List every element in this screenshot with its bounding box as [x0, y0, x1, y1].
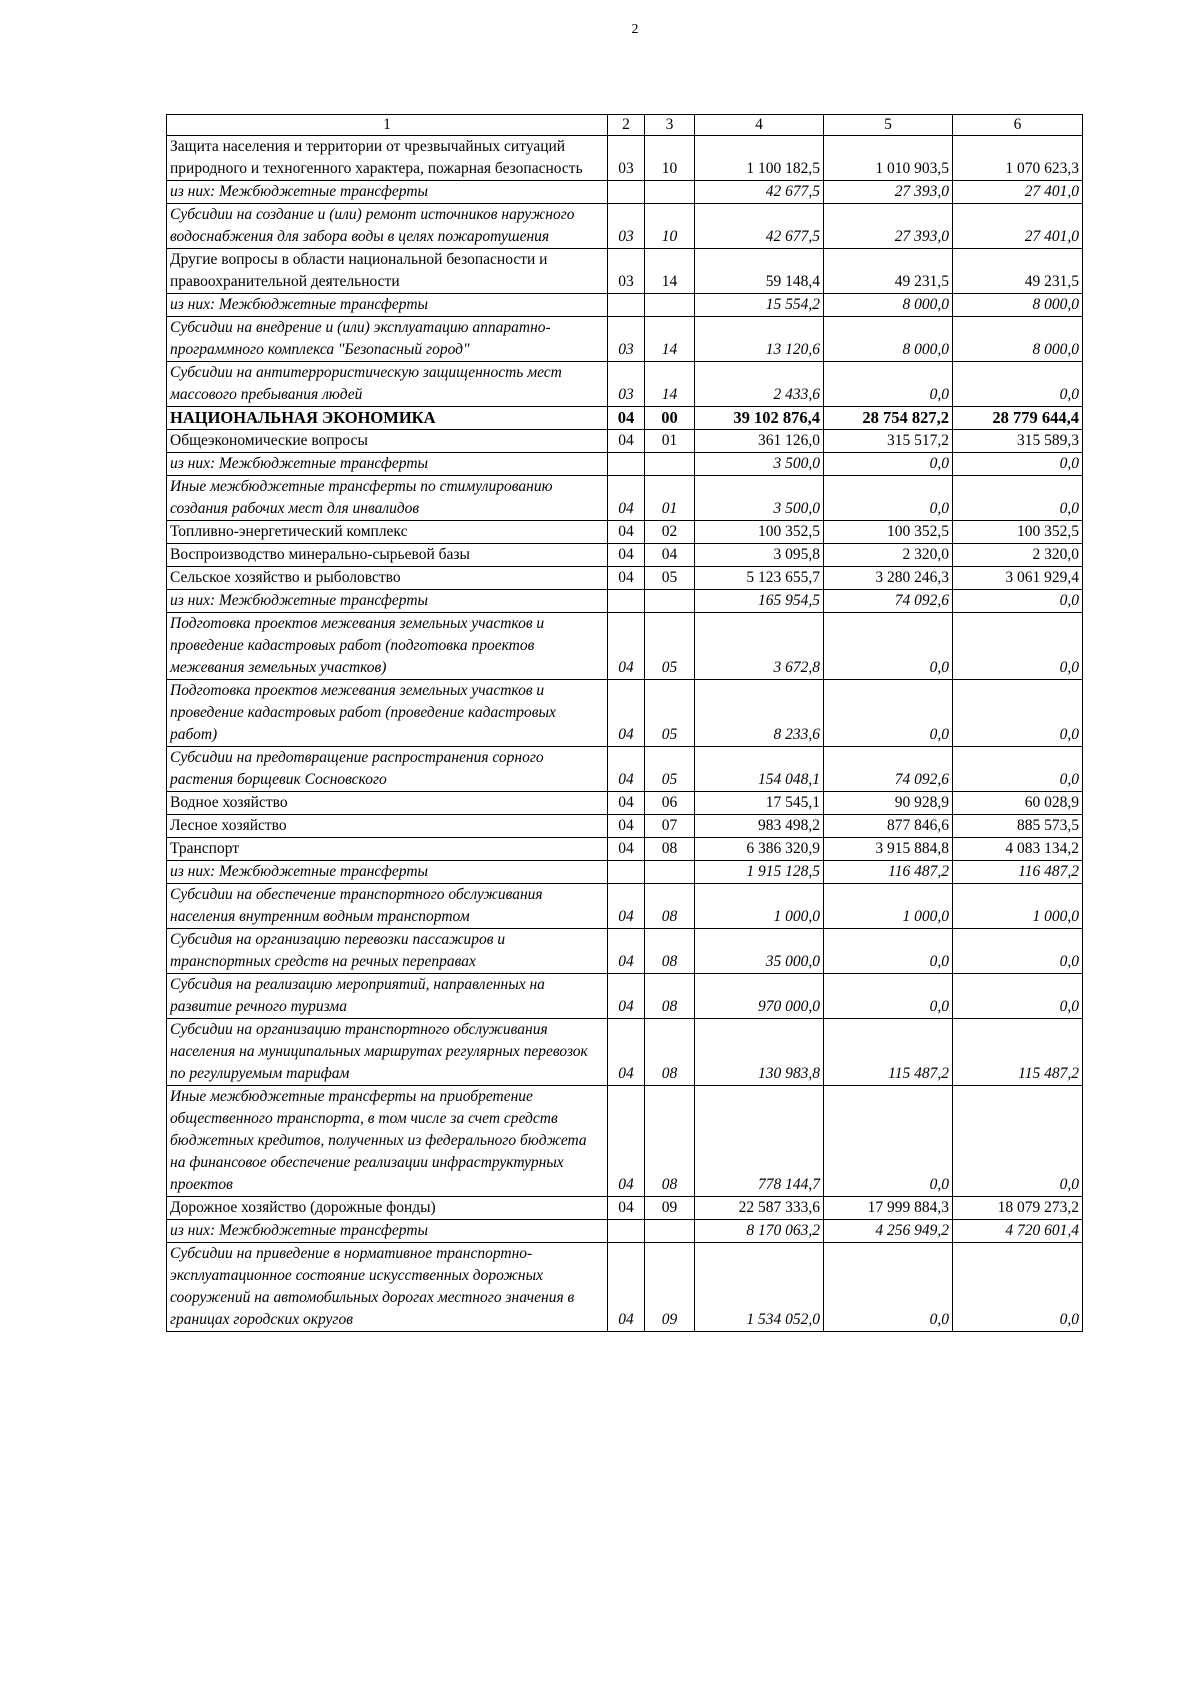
row-value-col4: 100 352,5 [695, 521, 824, 544]
row-section: 04 [608, 838, 645, 861]
row-section [608, 181, 645, 204]
row-value-col4: 970 000,0 [695, 974, 824, 1019]
header-col-4: 4 [695, 115, 824, 136]
row-subsection [645, 590, 695, 613]
row-value-col6: 8 000,0 [953, 294, 1083, 317]
row-name: Водное хозяйство [167, 792, 608, 815]
row-value-col5: 4 256 949,2 [824, 1220, 953, 1243]
row-value-col6: 116 487,2 [953, 861, 1083, 884]
table-row [167, 1086, 1083, 1197]
row-value-col6: 0,0 [953, 476, 1083, 521]
row-value-col4: 983 498,2 [695, 815, 824, 838]
table-row [167, 476, 1083, 521]
row-subsection: 14 [645, 317, 695, 362]
row-value-col4: 13 120,6 [695, 317, 824, 362]
row-section: 04 [608, 521, 645, 544]
row-subsection: 14 [645, 362, 695, 407]
table-row [167, 430, 1083, 453]
row-subsection: 06 [645, 792, 695, 815]
row-name: Подготовка проектов межевания земельных участков и проведение кадастровых работ (подготовка проектов межевания земельных участков) [167, 613, 608, 680]
row-name: Субсидия на организацию перевозки пассажиров и транспортных средств на речных переправах [167, 929, 608, 974]
row-section: 03 [608, 249, 645, 294]
row-section: 04 [608, 567, 645, 590]
row-value-col5: 0,0 [824, 453, 953, 476]
row-value-col4: 5 123 655,7 [695, 567, 824, 590]
row-value-col4: 1 534 052,0 [695, 1243, 824, 1332]
row-section [608, 1220, 645, 1243]
row-name: Воспроизводство минерально-сырьевой базы [167, 544, 608, 567]
row-value-col6: 0,0 [953, 929, 1083, 974]
row-value-col6: 0,0 [953, 747, 1083, 792]
row-value-col4: 154 048,1 [695, 747, 824, 792]
row-name: Субсидии на приведение в нормативное транспортно-эксплуатационное состояние искусственных дорожных сооружений на автомобильных дорогах местного значения в границах городских округов [167, 1243, 608, 1332]
row-value-col4: 42 677,5 [695, 204, 824, 249]
row-value-col4: 8 170 063,2 [695, 1220, 824, 1243]
row-section: 04 [608, 407, 645, 430]
row-section: 04 [608, 430, 645, 453]
row-value-col4: 1 100 182,5 [695, 136, 824, 181]
row-subsection: 07 [645, 815, 695, 838]
row-section: 04 [608, 1086, 645, 1197]
row-section [608, 294, 645, 317]
row-value-col6: 1 070 623,3 [953, 136, 1083, 181]
row-value-col4: 165 954,5 [695, 590, 824, 613]
row-value-col4: 6 386 320,9 [695, 838, 824, 861]
row-value-col5: 49 231,5 [824, 249, 953, 294]
row-name: НАЦИОНАЛЬНАЯ ЭКОНОМИКА [167, 407, 608, 430]
table-row [167, 453, 1083, 476]
row-value-col6: 1 000,0 [953, 884, 1083, 929]
table-row [167, 249, 1083, 294]
row-value-col5: 0,0 [824, 974, 953, 1019]
row-value-col6: 60 028,9 [953, 792, 1083, 815]
table-row [167, 294, 1083, 317]
row-section: 04 [608, 747, 645, 792]
row-subsection: 05 [645, 613, 695, 680]
row-value-col6: 2 320,0 [953, 544, 1083, 567]
row-value-col6: 315 589,3 [953, 430, 1083, 453]
table-row [167, 567, 1083, 590]
row-value-col5: 3 915 884,8 [824, 838, 953, 861]
row-value-col5: 17 999 884,3 [824, 1197, 953, 1220]
row-value-col5: 0,0 [824, 680, 953, 747]
table-row [167, 317, 1083, 362]
row-value-col5: 27 393,0 [824, 204, 953, 249]
row-subsection: 10 [645, 136, 695, 181]
row-section: 04 [608, 815, 645, 838]
row-value-col5: 2 320,0 [824, 544, 953, 567]
row-value-col6: 27 401,0 [953, 204, 1083, 249]
row-value-col5: 0,0 [824, 613, 953, 680]
header-col-1: 1 [167, 115, 608, 136]
row-subsection: 09 [645, 1243, 695, 1332]
row-value-col6: 4 720 601,4 [953, 1220, 1083, 1243]
row-subsection: 09 [645, 1197, 695, 1220]
table-row [167, 136, 1083, 181]
row-value-col4: 15 554,2 [695, 294, 824, 317]
table-row [167, 521, 1083, 544]
header-col-3: 3 [645, 115, 695, 136]
row-name: Защита населения и территории от чрезвычайных ситуаций природного и техногенного характера, пожарная безопасность [167, 136, 608, 181]
row-section: 03 [608, 317, 645, 362]
table-row [167, 974, 1083, 1019]
row-value-col4: 22 587 333,6 [695, 1197, 824, 1220]
row-value-col5: 0,0 [824, 362, 953, 407]
row-section: 04 [608, 974, 645, 1019]
row-section: 03 [608, 362, 645, 407]
row-value-col5: 1 000,0 [824, 884, 953, 929]
table-header-row [167, 115, 1083, 136]
row-subsection: 08 [645, 1086, 695, 1197]
row-section: 03 [608, 204, 645, 249]
table-row [167, 1220, 1083, 1243]
header-col-5: 5 [824, 115, 953, 136]
row-name: Топливно-энергетический комплекс [167, 521, 608, 544]
row-subsection: 08 [645, 884, 695, 929]
row-subsection: 08 [645, 1019, 695, 1086]
row-name: Дорожное хозяйство (дорожные фонды) [167, 1197, 608, 1220]
table-row [167, 362, 1083, 407]
table-row [167, 407, 1083, 430]
table-row [167, 181, 1083, 204]
row-value-col5: 116 487,2 [824, 861, 953, 884]
row-value-col4: 42 677,5 [695, 181, 824, 204]
row-name: из них: Межбюджетные трансферты [167, 453, 608, 476]
row-name: Лесное хозяйство [167, 815, 608, 838]
row-subsection: 05 [645, 680, 695, 747]
table-row [167, 1019, 1083, 1086]
row-value-col5: 90 928,9 [824, 792, 953, 815]
row-subsection [645, 181, 695, 204]
row-value-col6: 0,0 [953, 453, 1083, 476]
row-name: Субсидии на предотвращение распространения сорного растения борщевик Сосновского [167, 747, 608, 792]
row-value-col6: 100 352,5 [953, 521, 1083, 544]
row-name: Сельское хозяйство и рыболовство [167, 567, 608, 590]
row-subsection [645, 453, 695, 476]
row-value-col4: 35 000,0 [695, 929, 824, 974]
header-col-2: 2 [608, 115, 645, 136]
row-subsection [645, 1220, 695, 1243]
row-value-col5: 0,0 [824, 929, 953, 974]
table-row [167, 544, 1083, 567]
table-row [167, 590, 1083, 613]
row-value-col6: 3 061 929,4 [953, 567, 1083, 590]
row-value-col5: 0,0 [824, 1243, 953, 1332]
row-value-col5: 1 010 903,5 [824, 136, 953, 181]
row-section: 04 [608, 792, 645, 815]
row-name: Субсидии на создание и (или) ремонт источников наружного водоснабжения для забора воды в целях пожаротушения [167, 204, 608, 249]
row-value-col6: 115 487,2 [953, 1019, 1083, 1086]
row-name: Субсидии на внедрение и (или) эксплуатацию аппаратно-программного комплекса "Безопасный город" [167, 317, 608, 362]
row-section: 04 [608, 1019, 645, 1086]
row-subsection: 02 [645, 521, 695, 544]
row-value-col5: 74 092,6 [824, 747, 953, 792]
row-subsection: 01 [645, 476, 695, 521]
row-value-col6: 0,0 [953, 1243, 1083, 1332]
row-subsection: 04 [645, 544, 695, 567]
row-value-col6: 0,0 [953, 590, 1083, 613]
row-value-col4: 1 915 128,5 [695, 861, 824, 884]
row-value-col6: 0,0 [953, 680, 1083, 747]
row-value-col6: 885 573,5 [953, 815, 1083, 838]
row-value-col5: 315 517,2 [824, 430, 953, 453]
row-section: 04 [608, 476, 645, 521]
row-name: из них: Межбюджетные трансферты [167, 1220, 608, 1243]
row-name: Иные межбюджетные трансферты на приобретение общественного транспорта, в том числе за счет средств бюджетных кредитов, полученных из федерального бюджета на финансовое обеспечение реализации инфраструктурных проектов [167, 1086, 608, 1197]
table-row [167, 815, 1083, 838]
row-value-col4: 3 500,0 [695, 453, 824, 476]
row-value-col5: 0,0 [824, 476, 953, 521]
row-subsection: 14 [645, 249, 695, 294]
row-name: Подготовка проектов межевания земельных участков и проведение кадастровых работ (проведение кадастровых работ) [167, 680, 608, 747]
row-subsection: 05 [645, 747, 695, 792]
row-value-col5: 74 092,6 [824, 590, 953, 613]
row-name: Субсидия на реализацию мероприятий, направленных на развитие речного туризма [167, 974, 608, 1019]
row-section: 04 [608, 929, 645, 974]
row-value-col4: 39 102 876,4 [695, 407, 824, 430]
row-value-col4: 1 000,0 [695, 884, 824, 929]
table-row [167, 1243, 1083, 1332]
row-section: 04 [608, 884, 645, 929]
table-row [167, 613, 1083, 680]
row-value-col5: 27 393,0 [824, 181, 953, 204]
row-section: 03 [608, 136, 645, 181]
row-subsection: 08 [645, 929, 695, 974]
row-subsection: 01 [645, 430, 695, 453]
row-section: 04 [608, 544, 645, 567]
row-value-col6: 18 079 273,2 [953, 1197, 1083, 1220]
row-value-col6: 0,0 [953, 613, 1083, 680]
row-name: из них: Межбюджетные трансферты [167, 294, 608, 317]
row-section: 04 [608, 1197, 645, 1220]
row-name: Субсидии на организацию транспортного обслуживания населения на муниципальных маршрутах регулярных перевозок по регулируемым тарифам [167, 1019, 608, 1086]
table-row [167, 861, 1083, 884]
row-value-col6: 49 231,5 [953, 249, 1083, 294]
row-value-col5: 0,0 [824, 1086, 953, 1197]
row-name: Субсидии на обеспечение транспортного обслуживания населения внутренним водным транспортом [167, 884, 608, 929]
row-value-col4: 8 233,6 [695, 680, 824, 747]
row-subsection: 05 [645, 567, 695, 590]
row-value-col5: 28 754 827,2 [824, 407, 953, 430]
row-value-col6: 0,0 [953, 974, 1083, 1019]
row-value-col4: 3 672,8 [695, 613, 824, 680]
row-value-col5: 115 487,2 [824, 1019, 953, 1086]
row-value-col5: 877 846,6 [824, 815, 953, 838]
row-subsection: 00 [645, 407, 695, 430]
row-name: Иные межбюджетные трансферты по стимулированию создания рабочих мест для инвалидов [167, 476, 608, 521]
row-subsection: 08 [645, 974, 695, 1019]
header-col-6: 6 [953, 115, 1083, 136]
row-value-col4: 17 545,1 [695, 792, 824, 815]
row-value-col4: 2 433,6 [695, 362, 824, 407]
row-subsection: 10 [645, 204, 695, 249]
row-value-col5: 100 352,5 [824, 521, 953, 544]
row-name: из них: Межбюджетные трансферты [167, 590, 608, 613]
row-name: Субсидии на антитеррористическую защищенность мест массового пребывания людей [167, 362, 608, 407]
row-name: Другие вопросы в области национальной безопасности и правоохранительной деятельности [167, 249, 608, 294]
row-section [608, 861, 645, 884]
budget-table [166, 114, 1083, 1332]
table-row [167, 680, 1083, 747]
row-value-col6: 0,0 [953, 362, 1083, 407]
table-row [167, 884, 1083, 929]
row-value-col5: 8 000,0 [824, 294, 953, 317]
row-name: Общеэкономические вопросы [167, 430, 608, 453]
table-row [167, 838, 1083, 861]
row-value-col4: 778 144,7 [695, 1086, 824, 1197]
row-section: 04 [608, 1243, 645, 1332]
row-value-col5: 8 000,0 [824, 317, 953, 362]
row-value-col6: 4 083 134,2 [953, 838, 1083, 861]
row-value-col6: 27 401,0 [953, 181, 1083, 204]
row-section: 04 [608, 680, 645, 747]
table-row [167, 929, 1083, 974]
budget-table-body [167, 115, 1083, 1332]
row-section [608, 590, 645, 613]
row-value-col6: 28 779 644,4 [953, 407, 1083, 430]
row-subsection [645, 861, 695, 884]
row-name: из них: Межбюджетные трансферты [167, 861, 608, 884]
row-value-col4: 130 983,8 [695, 1019, 824, 1086]
table-row [167, 747, 1083, 792]
table-row [167, 1197, 1083, 1220]
row-value-col4: 3 500,0 [695, 476, 824, 521]
row-value-col4: 361 126,0 [695, 430, 824, 453]
page-number: 2 [631, 22, 639, 37]
table-row [167, 204, 1083, 249]
table-row [167, 792, 1083, 815]
row-value-col6: 8 000,0 [953, 317, 1083, 362]
row-subsection [645, 294, 695, 317]
row-name: Транспорт [167, 838, 608, 861]
row-value-col5: 3 280 246,3 [824, 567, 953, 590]
row-value-col4: 3 095,8 [695, 544, 824, 567]
row-section: 04 [608, 613, 645, 680]
row-value-col6: 0,0 [953, 1086, 1083, 1197]
row-name: из них: Межбюджетные трансферты [167, 181, 608, 204]
row-section [608, 453, 645, 476]
row-value-col4: 59 148,4 [695, 249, 824, 294]
row-subsection: 08 [645, 838, 695, 861]
